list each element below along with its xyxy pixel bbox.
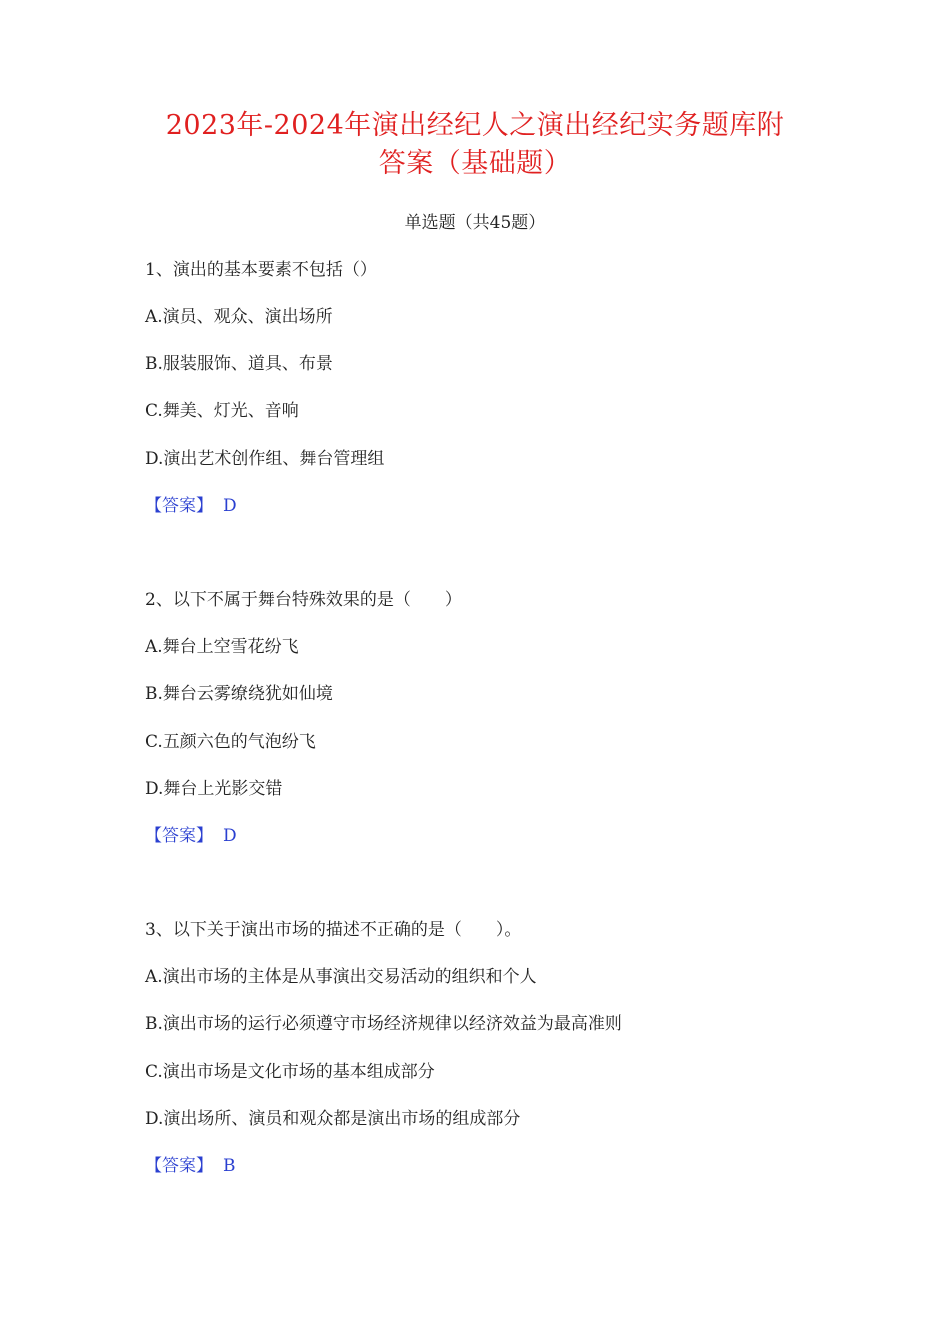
question-2-stem: 2、以下不属于舞台特殊效果的是（ ） [145,590,462,610]
question-3-option-a: A.演出市场的主体是从事演出交易活动的组织和个人 [145,967,537,987]
answer-label: 【答案】 [145,1156,213,1176]
document-title-line-1: 2023年-2024年演出经纪人之演出经纪实务题库附 [165,110,785,141]
question-3-option-d: D.演出场所、演员和观众都是演出市场的组成部分 [145,1109,521,1129]
question-1-option-c: C.舞美、灯光、音响 [145,401,299,421]
question-1-option-b: B.服装服饰、道具、布景 [145,354,333,374]
question-3-option-c: C.演出市场是文化市场的基本组成部分 [145,1062,435,1082]
question-1-stem: 1、演出的基本要素不包括（） [145,260,377,280]
question-1-option-d: D.演出艺术创作组、舞台管理组 [145,449,385,469]
question-2-option-b: B.舞台云雾缭绕犹如仙境 [145,684,333,704]
answer-value: D [223,826,237,846]
answer-value: D [223,496,237,516]
question-3-answer [145,1153,236,1179]
question-2-answer [145,823,237,849]
question-1-option-a: A.演员、观众、演出场所 [145,307,333,327]
question-3-option-b: B.演出市场的运行必须遵守市场经济规律以经济效益为最高准则 [145,1014,622,1034]
question-3-stem: 3、以下关于演出市场的描述不正确的是（ ）。 [145,920,522,940]
question-2-option-d: D.舞台上光影交错 [145,779,283,799]
section-heading: 单选题（共45题） [404,213,546,233]
question-2-option-c: C.五颜六色的气泡纷飞 [145,732,316,752]
question-2-option-a: A.舞台上空雪花纷飞 [145,637,299,657]
question-1-answer [145,493,237,519]
answer-label: 【答案】 [145,496,213,516]
answer-label: 【答案】 [145,826,213,846]
answer-value: B [223,1156,236,1176]
document-title-line-2: 答案（基础题） [378,148,572,179]
